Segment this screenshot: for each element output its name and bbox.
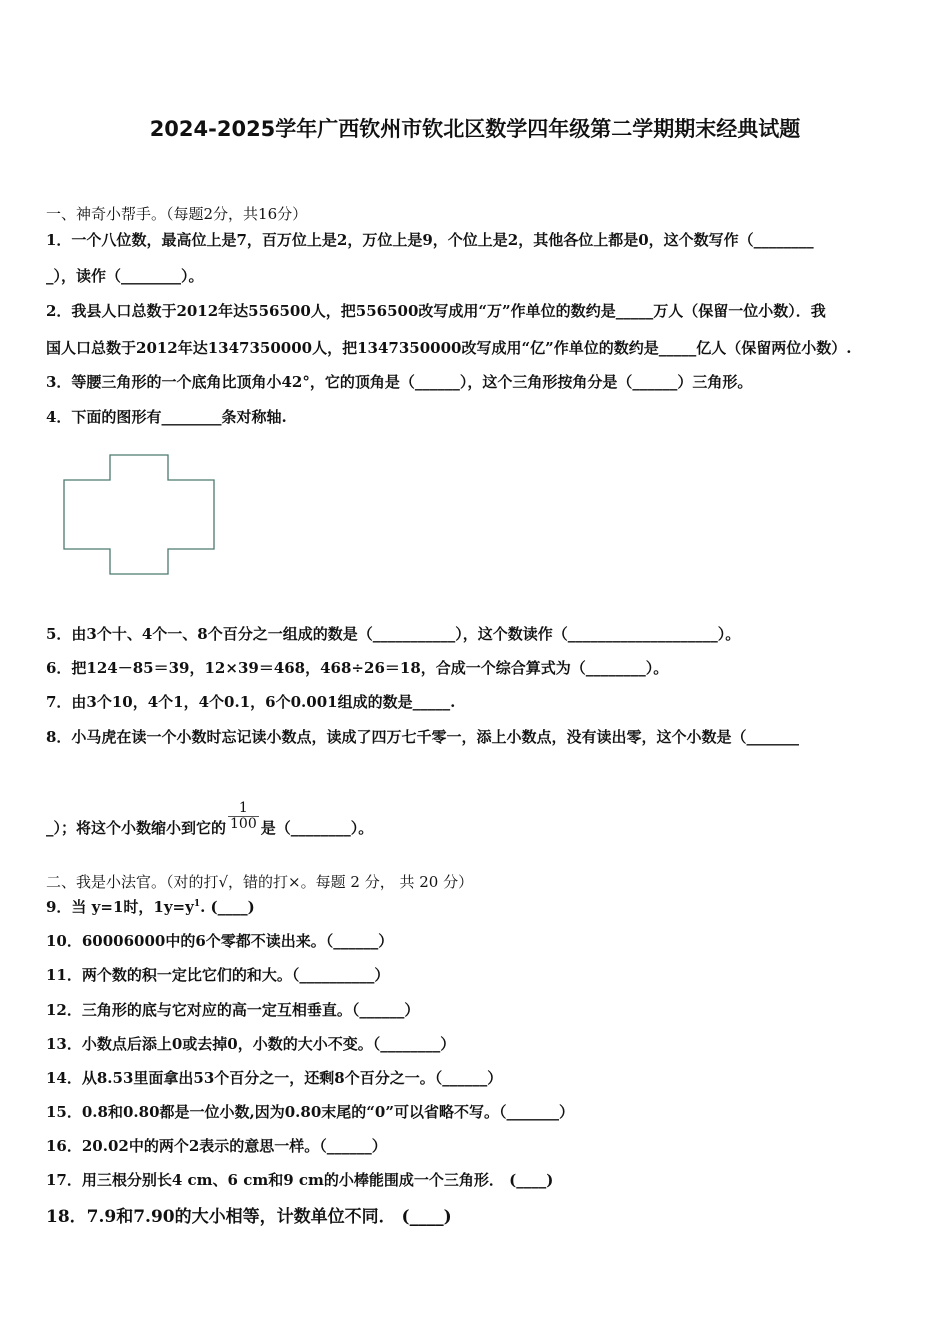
question-6: 6．把124－85＝39，12×39＝468，468÷26＝18，合成一个综合算式为（________）。 xyxy=(46,659,669,677)
section-1-heading: 一、神奇小帮手。（每题2分，共16分） xyxy=(46,205,308,223)
question-16: 16．20.02中的两个2表示的意思一样。（______） xyxy=(46,1137,387,1155)
page-title: 2024-2025学年广西钦州市钦北区数学四年级第二学期期末经典试题 xyxy=(149,117,801,141)
question-3: 3．等腰三角形的一个底角比顶角小42°，它的顶角是（______），这个三角形按角分是（______）三角形。 xyxy=(46,373,753,391)
question-14: 14．从8.53里面拿出53个百分之一，还剩8个百分之一。（______） xyxy=(46,1069,503,1087)
fraction-denominator: 100 xyxy=(230,816,257,833)
question-10: 10．60006000中的6个零都不读出来。（______） xyxy=(46,932,394,950)
section-2-heading: 二、我是小法官。（对的打√，错的打×。每题 2 分， 共 20 分） xyxy=(46,873,474,891)
question-5: 5．由3个十、4个一、8个百分之一组成的数是（___________），这个数读作（____________________）。 xyxy=(46,625,741,643)
question-11: 11．两个数的积一定比它们的和大。（__________） xyxy=(46,966,390,984)
question-1-line-1: 1．一个八位数，最高位上是7，百万位上是2，万位上是9，个位上是2，其他各位上都是0，这个数写作（________ xyxy=(46,231,814,249)
question-8-text-before: _）；将这个小数缩小到它的 xyxy=(46,818,227,837)
question-2-line-1: 2．我县人口总数于2012年达556500人，把556500改写成用“万”作单位的数约是_____万人（保留一位小数）．我 xyxy=(46,302,826,320)
question-9-exponent: 1 xyxy=(193,899,201,909)
question-9-blank: . (____) xyxy=(200,898,255,916)
cross-shape-figure xyxy=(63,454,217,576)
question-9-text: 9．当 y=1时，1y=y xyxy=(46,898,194,916)
question-1-line-2: _），读作（________）。 xyxy=(46,267,204,285)
question-7: 7．由3个10，4个1，4个0.1，6个0.001组成的数是_____. xyxy=(46,693,456,711)
question-17: 17．用三根分别长4 cm、6 cm和9 cm的小棒能围成一个三角形． (____) xyxy=(46,1171,554,1189)
question-9 xyxy=(46,896,255,917)
question-8-text-after: 是（________）。 xyxy=(260,818,374,837)
question-18: 18．7.9和7.90的大小相等，计数单位不同． (____) xyxy=(46,1207,452,1227)
question-12: 12．三角形的底与它对应的高一定互相垂直。（______） xyxy=(46,1001,420,1019)
question-4: 4．下面的图形有________条对称轴. xyxy=(46,408,287,426)
question-8-line-2 xyxy=(46,800,374,845)
fraction-numerator: 1 xyxy=(228,801,259,817)
question-13: 13．小数点后添上0或去掉0，小数的大小不变。（________） xyxy=(46,1035,456,1053)
fraction-one-hundredth xyxy=(228,801,259,833)
question-15: 15．0.8和0.80都是一位小数,因为0.80末尾的“0”可以省略不写。（_______） xyxy=(46,1103,574,1121)
question-2-line-2: 国人口总数于2012年达1347350000人，把1347350000改写成用“亿”作单位的数约是_____亿人（保留两位小数）. xyxy=(46,339,852,357)
question-8-line-1: 8．小马虎在读一个小数时忘记读小数点，读成了四万七千零一，添上小数点，没有读出零，这个小数是（_______ xyxy=(46,728,799,746)
cross-shape-outline xyxy=(64,455,214,574)
